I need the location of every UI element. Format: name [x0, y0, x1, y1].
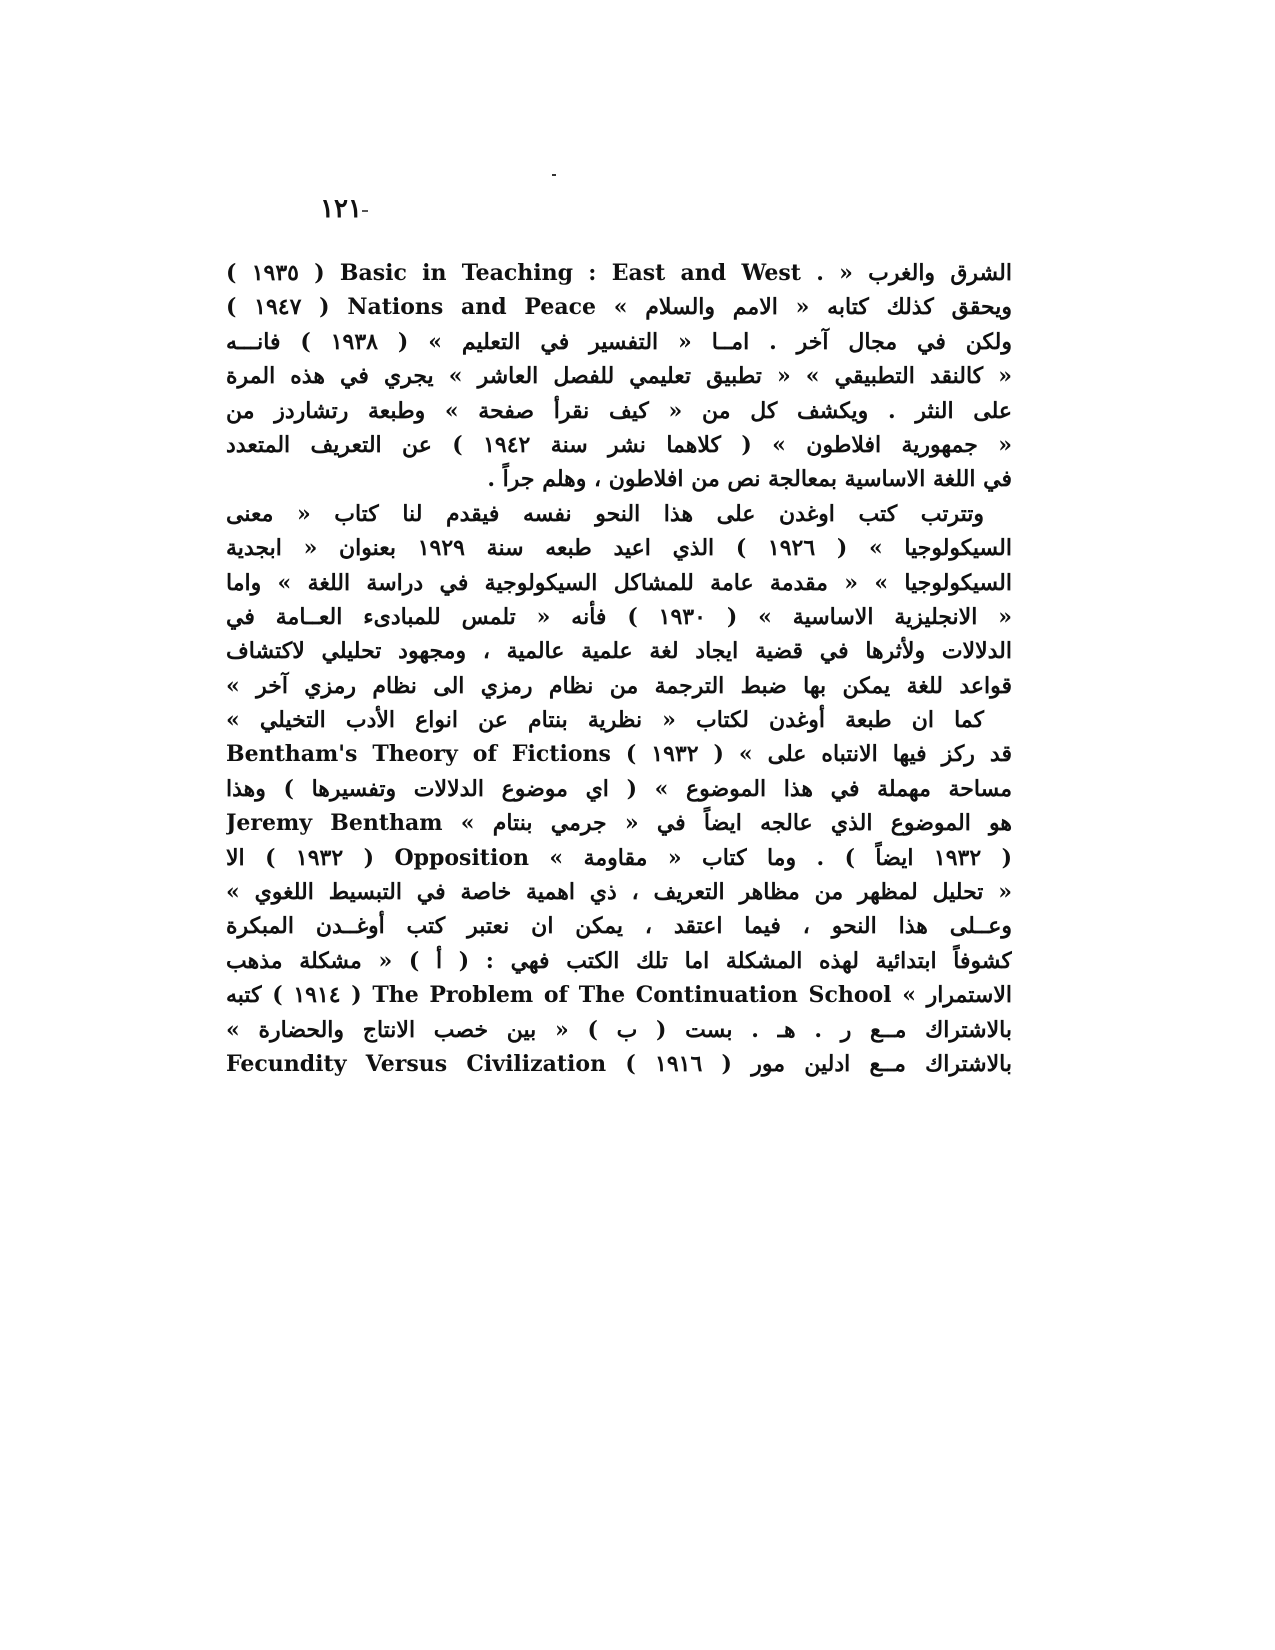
text-line: « تحليل لمظهر من مظاهر التعريف ، ذي اهمية خاصة في التبسيط اللغوي » — [226, 879, 1012, 906]
text-line: السيكولوجيا » « مقدمة عامة للمشاكل السيكولوجية في دراسة اللغة » واما — [226, 569, 1012, 596]
text-line: قواعد للغة يمكن بها ضبط الترجمة من نظام رمزي الى نظام رمزي آخر » — [226, 672, 1012, 699]
text-line: ويحقق كذلك كتابه « الامم والسلام » Nations and Peace ( ١٩٤٧ ) — [226, 294, 1012, 321]
text-line: Fecundity Versus Civilization ( ١٩١٦ ) بالاشتراك مــع ادلين مور — [226, 1050, 1012, 1077]
page-number: ١٢١ — [320, 194, 362, 224]
text-line: « الانجليزية الاساسية » ( ١٩٣٠ ) فأنه « تلمس للمبادىء العــامة في — [226, 603, 1012, 630]
text-line: على النثر . ويكشف كل من « كيف نقرأ صفحة » وطبعة رتشاردز من — [226, 397, 1012, 424]
scan-mark — [552, 174, 556, 176]
text-line: الاستمرار » The Problem of The Continuation School ( ١٩١٤ ) كتبه — [226, 982, 1012, 1009]
text-line: ولكن في مجال آخر . امــا « التفسير في التعليم » ( ١٩٣٨ ) فانـــه — [226, 328, 1012, 355]
body-text — [226, 256, 1012, 1081]
scan-mark — [362, 210, 368, 212]
text-line: Bentham's Theory of Fictions ( ١٩٣٢ ) « قد ركز فيها الانتباه على — [226, 741, 1012, 768]
text-line: « جمهورية افلاطون » ( كلاهما نشر سنة ١٩٤٢ ) عن التعريف المتعدد — [226, 431, 1012, 458]
text-line: الدلالات ولأثرها في قضية ايجاد لغة علمية عالمية ، ومجهود تحليلي لاكتشاف — [226, 638, 1012, 665]
text-line: كشوفاً ابتدائية لهذه المشكلة اما تلك الكتب فهي : ( أ ) « مشكلة مذهب — [226, 947, 1012, 974]
text-line: السيكولوجيا » ( ١٩٢٦ ) الذي اعيد طبعه سنة ١٩٢٩ بعنوان « ابجدية — [226, 535, 1012, 562]
text-line: الشرق والغرب « . Basic in Teaching : East and West ( ١٩٣٥ ) — [226, 260, 1012, 286]
text-line: وتترتب كتب اوغدن على هذا النحو نفسه فيقدم لنا كتاب « معنى — [226, 500, 984, 527]
text-line: ( ١٩٣٢ ايضاً ) . وما كتاب « مقاومة » Opposition ( ١٩٣٢ ) الا — [226, 844, 1012, 871]
text-line: بالاشتراك مــع ر . هـ . بست ( ب ) « بين خصب الانتاج والحضارة » — [226, 1016, 1012, 1043]
text-line: « كالنقد التطبيقي » « تطبيق تعليمي للفصل العاشر » يجري في هذه المرة — [226, 363, 1012, 390]
text-line: وعــلى هذا النحو ، فيما اعتقد ، يمكن ان نعتبر كتب أوغــدن المبكرة — [226, 913, 1012, 940]
text-line: مساحة مهملة في هذا الموضوع » ( اي موضوع الدلالات وتفسيرها ) وهذا — [226, 775, 1012, 802]
text-line: هو الموضوع الذي عالجه ايضاً في « جرمي بنتام » Jeremy Bentham — [226, 810, 1012, 837]
text-line: كما ان طبعة أوغدن لكتاب « نظرية بنتام عن انواع الأدب التخيلي » — [226, 707, 984, 734]
text-line: في اللغة الاساسية بمعالجة نص من افلاطون ، وهلم جراً . — [487, 466, 1012, 493]
